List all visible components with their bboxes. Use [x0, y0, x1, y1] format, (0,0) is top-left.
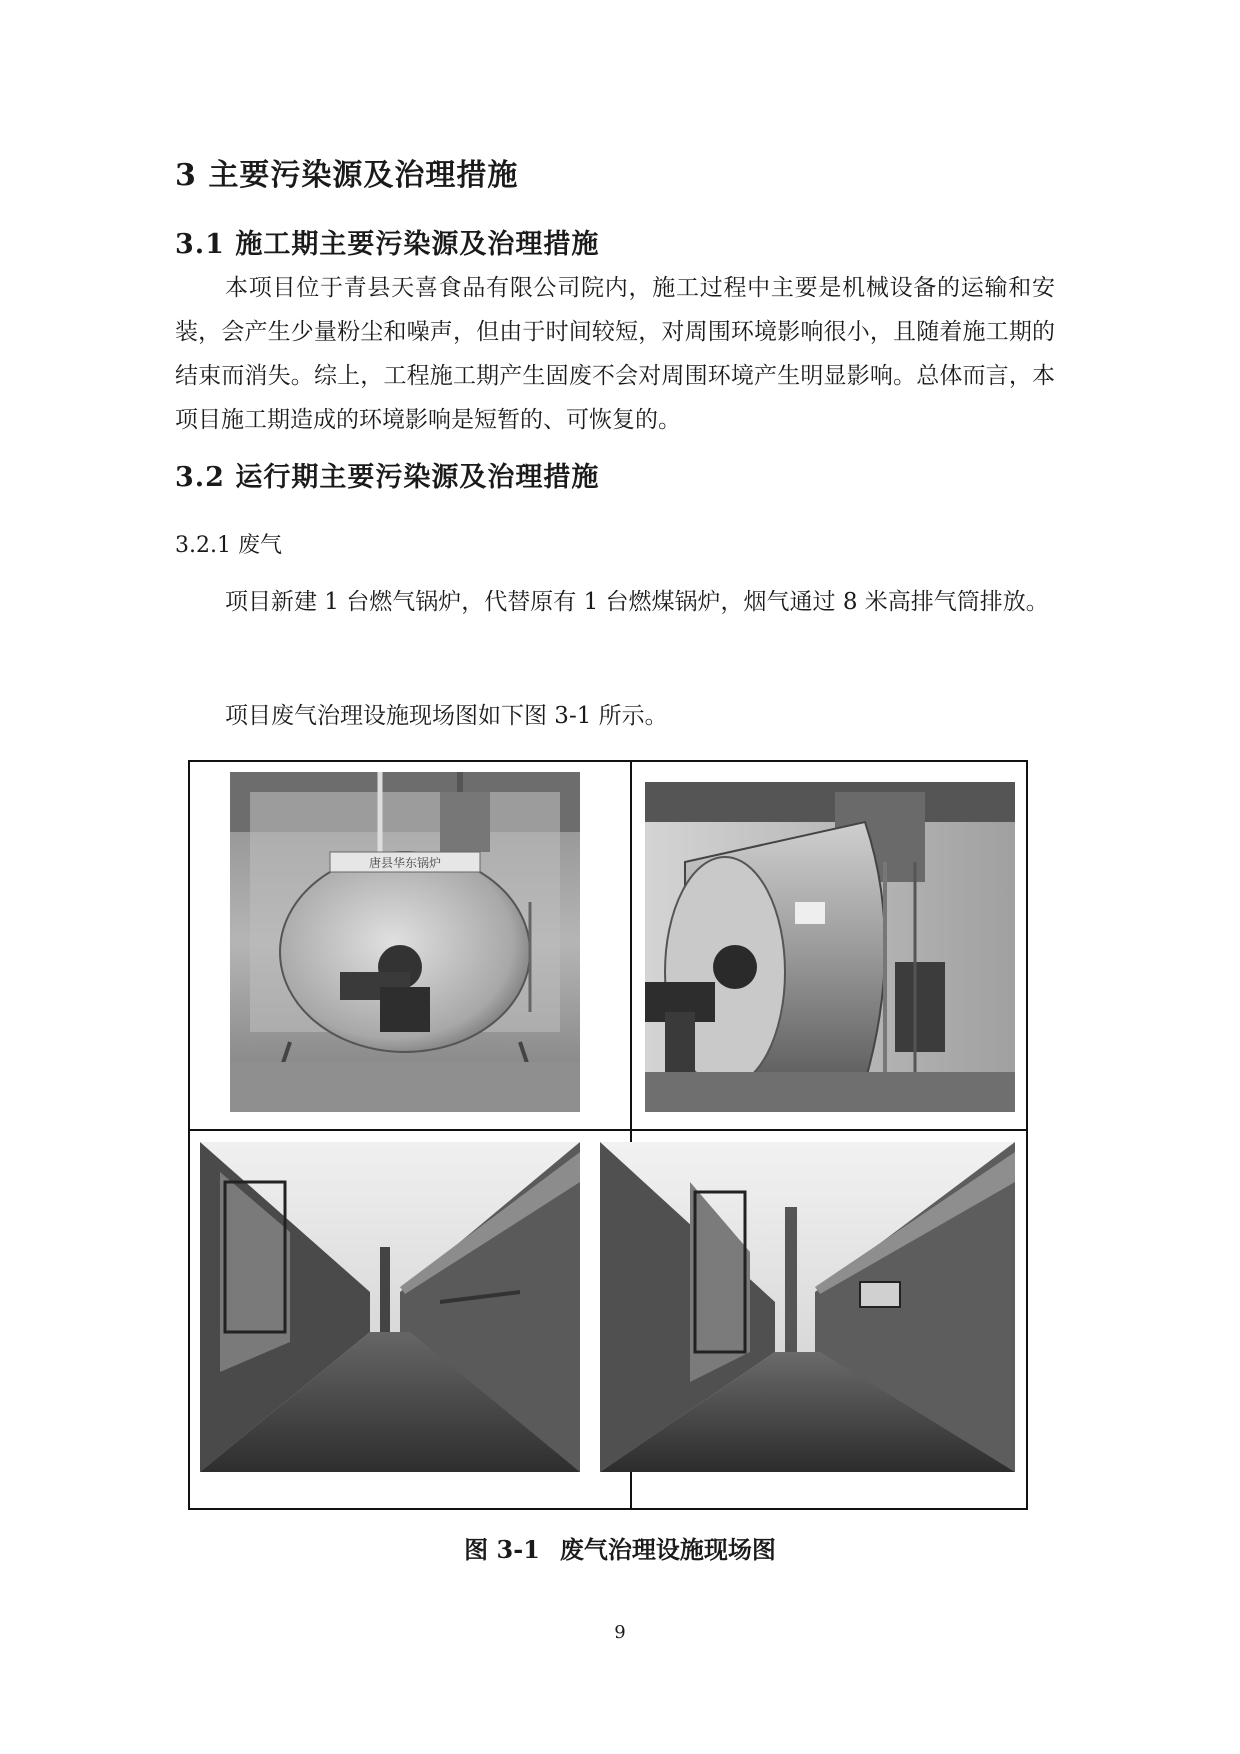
photo-exhaust-stack-alley-1 [200, 1142, 580, 1472]
grid-divider-horizontal [190, 1129, 1026, 1131]
paragraph-exhaust: 项目新建 1 台燃气锅炉，代替原有 1 台燃煤锅炉，烟气通过 8 米高排气筒排放。 [225, 589, 1049, 615]
section-heading: 3 主要污染源及治理措施 [175, 158, 519, 193]
figure-grid [188, 760, 1028, 1510]
subsubsection-heading-3-2-1: 3.2.1 废气 [175, 533, 282, 558]
paragraph-figure-intro: 项目废气治理设施现场图如下图 3-1 所示。 [225, 703, 668, 729]
subsection-heading-3-2: 3.2 运行期主要污染源及治理措施 [175, 462, 600, 493]
photo-boiler-side [645, 782, 1015, 1112]
photo-boiler-front [230, 772, 580, 1112]
subsection-heading-3-1: 3.1 施工期主要污染源及治理措施 [175, 229, 600, 260]
paragraph-construction: 本项目位于青县天喜食品有限公司院内，施工过程中主要是机械设备的运输和安装，会产生少量粉尘和噪声，但由于时间较短，对周围环境影响很小，且随着施工期的结束而消失。综上，工程施工期产生固废不会对周围环境产生明显影响。总体而言，本项目施工期造成的环境影响是短暂的、可恢复的。 [175, 275, 1055, 433]
page-number: 9 [614, 1622, 626, 1643]
photo-exhaust-stack-alley-2 [600, 1142, 1015, 1472]
figure-label: 图 3-1 [464, 1535, 540, 1564]
figure-title: 废气治理设施现场图 [559, 1535, 776, 1564]
boiler-sign-text: 唐县华东锅炉 [368, 856, 442, 870]
figure-caption [0, 1530, 1240, 1565]
